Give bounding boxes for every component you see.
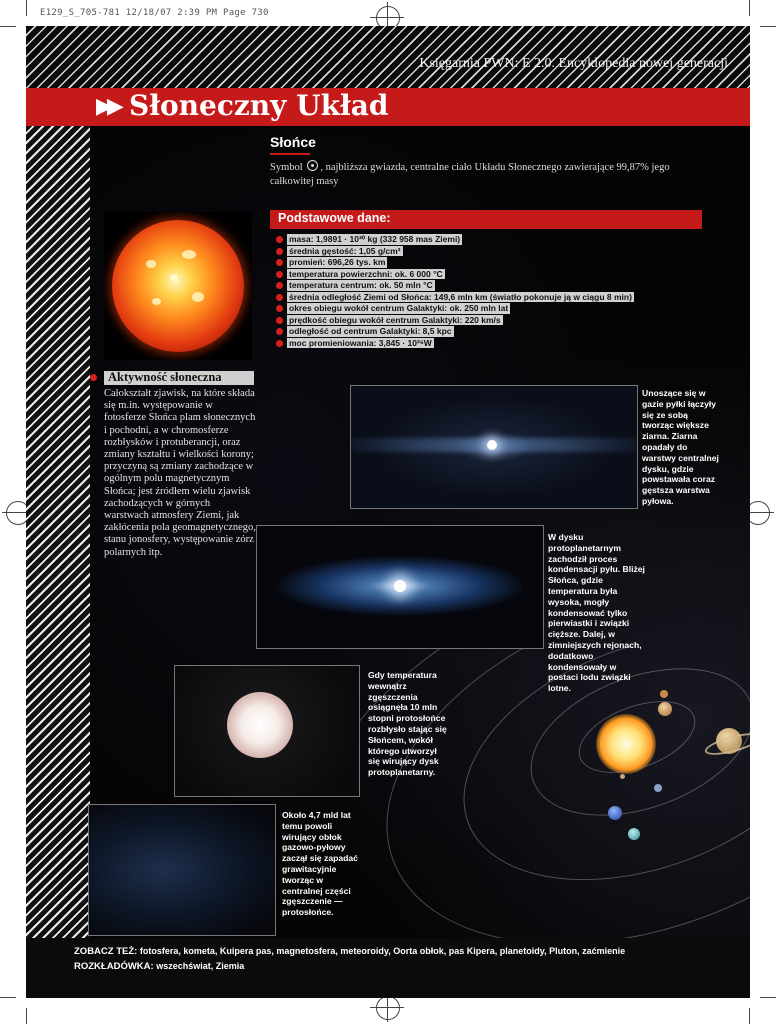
sunspot	[182, 250, 196, 259]
page-title: Słoneczny Układ	[129, 89, 389, 122]
sunspot	[152, 298, 161, 305]
activity-title: Aktywność słoneczna	[108, 370, 222, 384]
sun-photo	[104, 212, 252, 360]
sun-disk	[112, 220, 244, 352]
bullet-icon	[276, 305, 283, 312]
bullet-icon	[276, 236, 283, 243]
bullet-icon	[276, 259, 283, 266]
protosun	[227, 692, 293, 758]
activity-text: Całokształt zjawisk, na które składa się m.in. występowanie w fotosferze Słońca plam słonecznych i pochodni, a w chromosferze rozbłysków i protuberancji, oraz zmiany kształtu i wielkości korony; przyczyną są zmiany zachodzące w ogólnym polu magnetycznym Słońca; jest źródłem wielu zjawisk zachodzących w górnych warstwach atmosfery Ziemi, jak zakłócenia pola geomagnetycznego, stanu jonosfery, występowanie zórz polarnych itp.	[104, 388, 256, 558]
planet-neptune	[608, 806, 622, 820]
breakdown	[74, 961, 244, 972]
crop-mark	[749, 1008, 750, 1024]
bullet-icon	[276, 282, 283, 289]
planet	[660, 690, 668, 698]
caption-disk: W dysku protoplanetarnym zachodził proces kondensacji pyłu. Bliżej Słońca, gdzie temperatura była wysoka, mogły kondensować tylko pierwiastki i związki cięższe. Dalej, w zimniejszych rejonach, dodatkowo kondensowały w postaci lodu związki lotne.	[548, 532, 645, 694]
protosun-ignition-image	[174, 665, 360, 797]
crop-mark	[760, 26, 776, 27]
center-star	[394, 580, 406, 592]
data-value: średnia odległość Ziemi od Słońca: 149,6 mln km (światło pokonuje ją w ciągu 8 min)	[289, 291, 632, 302]
data-value: okres obiegu wokół centrum Galaktyki: ok. 250 mln lat	[289, 303, 509, 313]
breakdown-links[interactable]: wszechświat, Ziemia	[156, 961, 245, 971]
bullet-icon	[276, 248, 283, 255]
data-value: średnia gęstość: 1,05 g/cm³	[289, 245, 401, 256]
basic-data-title: Podstawowe dane:	[278, 211, 391, 225]
activity-header	[104, 371, 254, 385]
printer-slug: E129_S_705-781 12/18/07 2:39 PM Page 730	[40, 8, 269, 18]
data-value: promień: 696,26 tys. km	[289, 257, 386, 267]
gas-cloud-image	[88, 804, 276, 936]
crop-mark	[0, 997, 16, 998]
sun-glow	[596, 714, 656, 774]
crop-mark	[749, 0, 750, 16]
intro-rest: , najbliższa gwiazda, centralne ciało Układu Słonecznego zawierające 99,87% jego całkowitej masy	[270, 162, 670, 187]
bullet-icon	[276, 294, 283, 301]
protoplanetary-disk-image	[256, 525, 544, 649]
basic-data-header	[270, 210, 702, 229]
registration-mark	[376, 996, 400, 1020]
data-value: prędkość obiegu wokół centrum Galaktyki: 220 km/s	[289, 314, 501, 325]
bullet-icon	[276, 328, 283, 335]
intro-start: Symbol	[270, 162, 303, 173]
see-also	[74, 946, 625, 957]
sun-symbol-icon	[307, 160, 318, 171]
footer	[26, 938, 750, 998]
encyclopedia-page	[26, 26, 750, 998]
heading-underline	[270, 153, 310, 155]
sunspot	[170, 274, 178, 281]
bullet-icon	[276, 340, 283, 347]
caption-ignition: Gdy temperatura wewnątrz zgęszczenia osiągnęła 10 mln stopni protosłońce rozbłysło stając się Słońcem, wokół którego utworzył się wirujący dysk protoplanetarny.	[368, 670, 447, 778]
section-heading: Słońce	[270, 134, 316, 150]
data-value: temperatura powierzchni: ok. 6 000 °C	[289, 268, 443, 279]
crop-mark	[760, 997, 776, 998]
see-also-label: ZOBACZ TEŻ:	[74, 946, 138, 957]
planet	[654, 784, 662, 792]
double-arrow-icon: ▶▶	[96, 94, 118, 119]
dust-layer-image	[350, 385, 638, 509]
caption-dust: Unoszące się w gazie pyłki łączyły się ze sobą tworząc większe ziarna. Ziarna opadały do warstwy centralnej dysku, gdzie powstawała coraz gęstsza warstwa pyłowa.	[642, 388, 719, 506]
crop-mark	[26, 0, 27, 16]
data-value: temperatura centrum: ok. 50 mln °C	[289, 280, 433, 290]
sunspot	[192, 292, 204, 302]
protostar-glow	[487, 440, 497, 450]
data-value: masa: 1,9891 · 10³⁰ kg (332 958 mas Ziemi)	[289, 234, 461, 244]
bullet-icon	[276, 317, 283, 324]
sunspot	[146, 260, 156, 268]
publisher-line: Księgarnia PWN: E 2.0. Encyklopedia nowej generacji	[419, 56, 728, 71]
bullet-icon	[90, 374, 97, 381]
crop-mark	[0, 26, 16, 27]
registration-cross	[370, 17, 404, 18]
breakdown-label: ROZKŁADÓWKA:	[74, 961, 154, 972]
caption-cloud: Około 4,7 mld lat temu powoli wirujący obłok gazowo-pyłowy zaczął się zapadać grawitacyjnie tworząc w centralnej części zgęszczenie — protosłońce.	[282, 810, 358, 918]
title-bar	[26, 88, 750, 126]
hatched-margin	[26, 26, 90, 998]
planet-uranus	[628, 828, 640, 840]
crop-mark	[26, 1008, 27, 1024]
data-value: moc promieniowania: 3,845 · 10²⁶W	[289, 337, 432, 348]
see-also-links[interactable]: fotosfera, kometa, Kuipera pas, magnetosfera, meteoroidy, Oorta obłok, pas Kipera, planetoidy, Pluton, zaćmienie	[139, 946, 626, 956]
planet	[620, 774, 625, 779]
bullet-icon	[276, 271, 283, 278]
planet-jupiter	[658, 702, 672, 716]
data-value: odległość od centrum Galaktyki: 8,5 kpc	[289, 326, 452, 336]
intro-text	[270, 160, 670, 189]
registration-cross	[370, 1007, 404, 1008]
